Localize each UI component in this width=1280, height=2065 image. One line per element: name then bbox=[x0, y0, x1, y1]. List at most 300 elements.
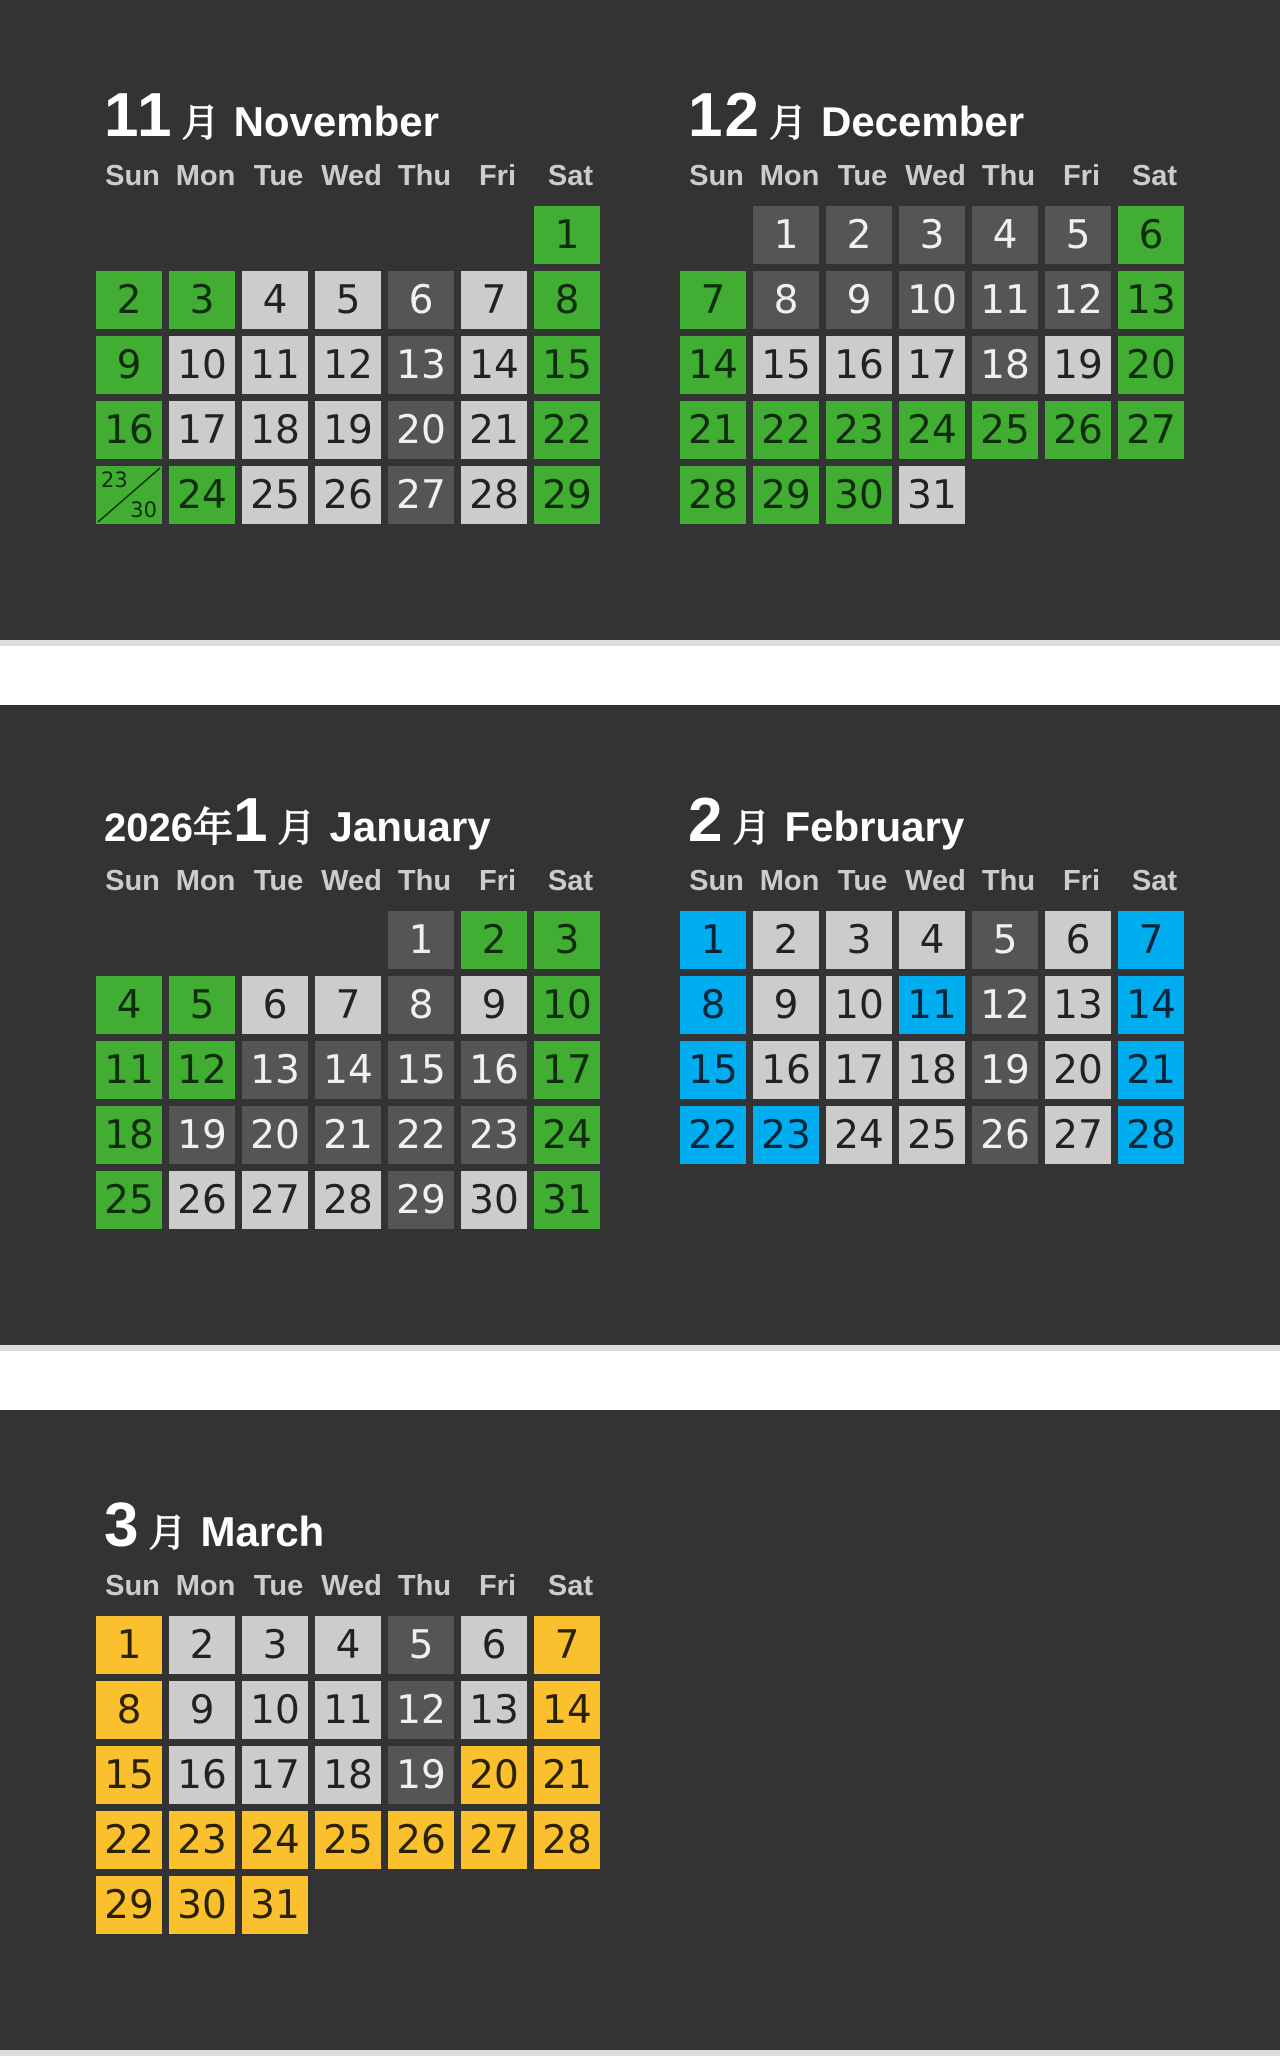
day-number: 20 bbox=[1053, 1047, 1103, 1093]
day-number: 25 bbox=[323, 1817, 373, 1863]
day-number: 7 bbox=[335, 982, 361, 1028]
day-number: 28 bbox=[688, 472, 738, 518]
day-cell bbox=[972, 401, 1038, 459]
day-cell bbox=[534, 271, 600, 329]
day-number: 8 bbox=[116, 1687, 142, 1733]
day-number: 4 bbox=[262, 277, 288, 323]
day-number: 5 bbox=[992, 917, 1018, 963]
day-cell bbox=[680, 1106, 746, 1164]
weekday-tue: Tue bbox=[253, 159, 304, 192]
day-cell bbox=[388, 911, 454, 969]
day-number: 7 bbox=[481, 277, 507, 323]
day-number: 5 bbox=[1065, 212, 1091, 258]
day-cell bbox=[388, 336, 454, 394]
day-cell bbox=[315, 401, 381, 459]
day-cell bbox=[96, 1876, 162, 1934]
day-number: 6 bbox=[262, 982, 288, 1028]
month-number: 11 bbox=[104, 81, 174, 150]
day-cell bbox=[96, 976, 162, 1034]
day-cell bbox=[242, 1681, 308, 1739]
day-number: 24 bbox=[177, 472, 227, 518]
empty-cell bbox=[461, 206, 527, 264]
weekday-sun: Sun bbox=[105, 1569, 160, 1602]
day-number: 27 bbox=[1126, 407, 1176, 453]
day-cell bbox=[388, 1811, 454, 1869]
panel-divider bbox=[0, 2050, 1280, 2056]
day-number: 31 bbox=[907, 472, 957, 518]
day-cell bbox=[315, 1171, 381, 1229]
day-number: 27 bbox=[396, 472, 446, 518]
day-number: 22 bbox=[104, 1817, 154, 1863]
day-cell bbox=[461, 1106, 527, 1164]
day-cell bbox=[680, 1041, 746, 1099]
day-number: 1 bbox=[554, 212, 580, 258]
weekday-wed: Wed bbox=[321, 159, 382, 192]
day-number: 30 bbox=[834, 472, 884, 518]
day-number: 18 bbox=[907, 1047, 957, 1093]
day-cell bbox=[461, 1681, 527, 1739]
day-number: 16 bbox=[177, 1752, 227, 1798]
day-cell bbox=[96, 271, 162, 329]
day-cell bbox=[534, 401, 600, 459]
weekday-thu: Thu bbox=[397, 159, 452, 192]
day-cell bbox=[899, 206, 965, 264]
weekday-sat: Sat bbox=[547, 864, 594, 897]
day-number: 3 bbox=[262, 1622, 288, 1668]
day-number: 11 bbox=[250, 342, 300, 388]
day-number: 18 bbox=[104, 1112, 154, 1158]
day-number: 23 bbox=[177, 1817, 227, 1863]
day-cell bbox=[1045, 1106, 1111, 1164]
day-number: 9 bbox=[189, 1687, 215, 1733]
day-number: 30 bbox=[177, 1882, 227, 1928]
day-number: 20 bbox=[250, 1112, 300, 1158]
day-number: 12 bbox=[396, 1687, 446, 1733]
day-number: 10 bbox=[250, 1687, 300, 1733]
month-name: February bbox=[784, 803, 965, 850]
day-cell bbox=[169, 1876, 235, 1934]
day-cell bbox=[242, 336, 308, 394]
day-cell bbox=[899, 466, 965, 524]
day-cell bbox=[242, 976, 308, 1034]
day-number: 6 bbox=[1138, 212, 1164, 258]
day-cell bbox=[388, 976, 454, 1034]
day-cell bbox=[242, 271, 308, 329]
day-cell bbox=[96, 1171, 162, 1229]
day-number: 2 bbox=[481, 917, 507, 963]
day-cell bbox=[461, 401, 527, 459]
weekday-sun: Sun bbox=[105, 864, 160, 897]
day-number: 22 bbox=[688, 1112, 738, 1158]
day-number: 4 bbox=[992, 212, 1018, 258]
day-number: 2 bbox=[773, 917, 799, 963]
weekday-mon: Mon bbox=[759, 864, 820, 897]
month-name: January bbox=[329, 803, 491, 850]
day-cell bbox=[899, 911, 965, 969]
day-number: 23 bbox=[101, 468, 128, 492]
day-number: 24 bbox=[250, 1817, 300, 1863]
day-grid bbox=[96, 1616, 616, 1934]
day-grid bbox=[680, 206, 1200, 524]
day-cell bbox=[388, 1681, 454, 1739]
day-cell bbox=[315, 1811, 381, 1869]
day-cell bbox=[826, 1041, 892, 1099]
day-cell bbox=[1045, 1041, 1111, 1099]
day-number: 3 bbox=[919, 212, 945, 258]
day-cell bbox=[315, 976, 381, 1034]
day-number: 1 bbox=[408, 917, 434, 963]
day-number: 15 bbox=[761, 342, 811, 388]
day-cell bbox=[96, 401, 162, 459]
weekday-sat: Sat bbox=[547, 159, 594, 192]
day-number: 18 bbox=[323, 1752, 373, 1798]
day-cell bbox=[753, 1041, 819, 1099]
day-cell bbox=[169, 1616, 235, 1674]
day-number: 2 bbox=[116, 277, 142, 323]
day-number: 16 bbox=[469, 1047, 519, 1093]
day-number: 15 bbox=[396, 1047, 446, 1093]
day-cell bbox=[315, 1746, 381, 1804]
day-cell bbox=[534, 911, 600, 969]
day-number: 19 bbox=[177, 1112, 227, 1158]
day-cell bbox=[753, 206, 819, 264]
day-cell bbox=[534, 336, 600, 394]
day-number: 22 bbox=[396, 1112, 446, 1158]
day-number: 16 bbox=[834, 342, 884, 388]
day-number: 4 bbox=[116, 982, 142, 1028]
day-cell bbox=[534, 1616, 600, 1674]
month-title bbox=[680, 80, 1200, 150]
day-number: 21 bbox=[469, 407, 519, 453]
day-cell bbox=[534, 1811, 600, 1869]
day-cell bbox=[972, 336, 1038, 394]
empty-cell bbox=[242, 911, 308, 969]
day-number: 8 bbox=[408, 982, 434, 1028]
weekday-header bbox=[96, 861, 616, 901]
day-cell bbox=[680, 336, 746, 394]
day-cell bbox=[1118, 1106, 1184, 1164]
weekday-header bbox=[680, 156, 1200, 196]
day-cell bbox=[315, 1041, 381, 1099]
day-cell bbox=[461, 1041, 527, 1099]
month-name: March bbox=[200, 1508, 325, 1555]
day-cell bbox=[1118, 271, 1184, 329]
month-kanji: 月 bbox=[148, 1513, 187, 1555]
empty-cell bbox=[169, 911, 235, 969]
day-cell bbox=[96, 1106, 162, 1164]
day-cell bbox=[242, 1746, 308, 1804]
day-cell bbox=[1045, 206, 1111, 264]
weekday-tue: Tue bbox=[253, 1569, 304, 1602]
day-number: 16 bbox=[761, 1047, 811, 1093]
weekday-wed: Wed bbox=[321, 1569, 382, 1602]
day-cell bbox=[753, 976, 819, 1034]
month-name: November bbox=[233, 98, 439, 145]
day-cell bbox=[826, 911, 892, 969]
day-number: 12 bbox=[323, 342, 373, 388]
day-cell bbox=[1118, 911, 1184, 969]
day-number: 4 bbox=[919, 917, 945, 963]
weekday-tue: Tue bbox=[837, 159, 888, 192]
day-number: 4 bbox=[335, 1622, 361, 1668]
day-cell bbox=[96, 466, 162, 524]
day-cell bbox=[1118, 976, 1184, 1034]
day-cell bbox=[534, 206, 600, 264]
day-number: 24 bbox=[542, 1112, 592, 1158]
month-title bbox=[680, 785, 1200, 855]
day-cell bbox=[972, 911, 1038, 969]
day-cell bbox=[388, 401, 454, 459]
day-number: 5 bbox=[189, 982, 215, 1028]
day-number: 28 bbox=[542, 1817, 592, 1863]
weekday-header bbox=[680, 861, 1200, 901]
day-cell bbox=[753, 271, 819, 329]
day-cell bbox=[96, 1616, 162, 1674]
empty-cell bbox=[315, 911, 381, 969]
day-cell bbox=[388, 1106, 454, 1164]
day-number: 21 bbox=[1126, 1047, 1176, 1093]
month-title bbox=[96, 1490, 616, 1560]
day-cell bbox=[96, 1746, 162, 1804]
day-cell bbox=[315, 1681, 381, 1739]
day-cell bbox=[826, 271, 892, 329]
day-cell bbox=[96, 1681, 162, 1739]
day-number: 1 bbox=[773, 212, 799, 258]
day-number: 17 bbox=[542, 1047, 592, 1093]
day-cell bbox=[169, 336, 235, 394]
day-number: 14 bbox=[1126, 982, 1176, 1028]
day-number: 28 bbox=[323, 1177, 373, 1223]
weekday-thu: Thu bbox=[981, 159, 1036, 192]
day-cell bbox=[826, 466, 892, 524]
day-cell bbox=[534, 1681, 600, 1739]
day-number: 22 bbox=[761, 407, 811, 453]
day-cell bbox=[315, 271, 381, 329]
day-cell bbox=[680, 976, 746, 1034]
day-cell bbox=[169, 466, 235, 524]
weekday-mon: Mon bbox=[759, 159, 820, 192]
day-number: 13 bbox=[1053, 982, 1103, 1028]
day-number: 11 bbox=[104, 1047, 154, 1093]
weekday-sat: Sat bbox=[1131, 159, 1178, 192]
day-number: 16 bbox=[104, 407, 154, 453]
day-number: 22 bbox=[542, 407, 592, 453]
day-number: 25 bbox=[907, 1112, 957, 1158]
day-cell bbox=[899, 976, 965, 1034]
day-number: 6 bbox=[408, 277, 434, 323]
empty-cell bbox=[242, 206, 308, 264]
empty-cell bbox=[315, 206, 381, 264]
day-cell bbox=[972, 271, 1038, 329]
day-number: 26 bbox=[980, 1112, 1030, 1158]
month-number: 3 bbox=[104, 1491, 141, 1560]
day-number: 13 bbox=[469, 1687, 519, 1733]
day-number: 9 bbox=[846, 277, 872, 323]
day-number: 1 bbox=[116, 1622, 142, 1668]
month-february bbox=[680, 785, 1200, 1164]
day-number: 11 bbox=[980, 277, 1030, 323]
weekday-tue: Tue bbox=[253, 864, 304, 897]
day-cell bbox=[534, 1171, 600, 1229]
day-number: 11 bbox=[907, 982, 957, 1028]
day-number: 10 bbox=[834, 982, 884, 1028]
day-cell bbox=[753, 336, 819, 394]
day-number: 3 bbox=[554, 917, 580, 963]
weekday-header bbox=[96, 1566, 616, 1606]
weekday-sat: Sat bbox=[547, 1569, 594, 1602]
day-number: 6 bbox=[481, 1622, 507, 1668]
weekday-sat: Sat bbox=[1131, 864, 1178, 897]
day-cell bbox=[461, 911, 527, 969]
day-cell bbox=[242, 1811, 308, 1869]
empty-cell bbox=[96, 206, 162, 264]
day-number: 29 bbox=[761, 472, 811, 518]
month-kanji: 月 bbox=[181, 103, 220, 145]
day-number: 3 bbox=[189, 277, 215, 323]
day-number: 26 bbox=[323, 472, 373, 518]
day-number: 9 bbox=[773, 982, 799, 1028]
day-cell bbox=[1118, 1041, 1184, 1099]
weekday-mon: Mon bbox=[175, 864, 236, 897]
day-number: 26 bbox=[396, 1817, 446, 1863]
day-cell bbox=[534, 976, 600, 1034]
day-cell bbox=[315, 1616, 381, 1674]
day-cell bbox=[388, 1746, 454, 1804]
day-cell bbox=[680, 911, 746, 969]
day-number: 30 bbox=[469, 1177, 519, 1223]
weekday-header bbox=[96, 156, 616, 196]
month-november bbox=[96, 80, 616, 524]
day-number: 7 bbox=[1138, 917, 1164, 963]
day-number: 8 bbox=[773, 277, 799, 323]
day-cell bbox=[461, 271, 527, 329]
month-kanji: 月 bbox=[768, 103, 807, 145]
day-cell bbox=[680, 466, 746, 524]
day-cell bbox=[242, 1616, 308, 1674]
day-cell bbox=[96, 1041, 162, 1099]
day-cell bbox=[242, 466, 308, 524]
weekday-tue: Tue bbox=[837, 864, 888, 897]
day-number: 15 bbox=[104, 1752, 154, 1798]
day-number: 7 bbox=[554, 1622, 580, 1668]
day-cell bbox=[972, 206, 1038, 264]
day-number: 31 bbox=[542, 1177, 592, 1223]
day-number: 3 bbox=[846, 917, 872, 963]
year-label: 2026年 bbox=[104, 806, 233, 850]
day-cell bbox=[96, 1811, 162, 1869]
day-cell bbox=[1045, 401, 1111, 459]
day-number: 14 bbox=[323, 1047, 373, 1093]
day-cell bbox=[169, 401, 235, 459]
day-number: 26 bbox=[1053, 407, 1103, 453]
day-number: 15 bbox=[542, 342, 592, 388]
day-number: 25 bbox=[104, 1177, 154, 1223]
day-number: 17 bbox=[907, 342, 957, 388]
weekday-thu: Thu bbox=[397, 864, 452, 897]
day-cell bbox=[534, 1041, 600, 1099]
month-number: 2 bbox=[688, 786, 725, 855]
day-number: 13 bbox=[250, 1047, 300, 1093]
day-number: 27 bbox=[469, 1817, 519, 1863]
day-cell bbox=[680, 271, 746, 329]
weekday-wed: Wed bbox=[905, 159, 966, 192]
day-cell bbox=[753, 401, 819, 459]
day-cell bbox=[388, 1616, 454, 1674]
weekday-sun: Sun bbox=[689, 159, 744, 192]
day-number: 12 bbox=[980, 982, 1030, 1028]
day-number: 10 bbox=[177, 342, 227, 388]
day-number: 14 bbox=[469, 342, 519, 388]
day-number: 29 bbox=[396, 1177, 446, 1223]
day-number: 19 bbox=[980, 1047, 1030, 1093]
day-number: 17 bbox=[177, 407, 227, 453]
month-title bbox=[96, 80, 616, 150]
day-number: 11 bbox=[323, 1687, 373, 1733]
day-number: 10 bbox=[542, 982, 592, 1028]
day-cell bbox=[388, 466, 454, 524]
month-number: 1 bbox=[232, 786, 270, 855]
day-cell bbox=[899, 336, 965, 394]
day-number: 24 bbox=[834, 1112, 884, 1158]
day-cell bbox=[534, 466, 600, 524]
day-cell bbox=[1045, 336, 1111, 394]
day-number: 17 bbox=[250, 1752, 300, 1798]
weekday-wed: Wed bbox=[321, 864, 382, 897]
day-number: 28 bbox=[1126, 1112, 1176, 1158]
day-cell bbox=[388, 1041, 454, 1099]
day-number: 20 bbox=[396, 407, 446, 453]
day-cell bbox=[169, 1106, 235, 1164]
day-cell bbox=[169, 271, 235, 329]
day-cell bbox=[315, 466, 381, 524]
month-name: December bbox=[820, 98, 1025, 145]
day-cell bbox=[388, 1171, 454, 1229]
panel-divider bbox=[0, 1345, 1280, 1351]
month-january bbox=[96, 785, 616, 1229]
day-number: 26 bbox=[177, 1177, 227, 1223]
day-cell bbox=[826, 401, 892, 459]
day-number: 2 bbox=[189, 1622, 215, 1668]
day-cell bbox=[680, 401, 746, 459]
day-number: 5 bbox=[408, 1622, 434, 1668]
day-cell bbox=[169, 1171, 235, 1229]
day-cell bbox=[461, 1811, 527, 1869]
day-cell bbox=[169, 976, 235, 1034]
day-cell bbox=[972, 976, 1038, 1034]
day-number: 31 bbox=[250, 1882, 300, 1928]
day-number: 29 bbox=[542, 472, 592, 518]
day-number: 21 bbox=[688, 407, 738, 453]
day-number: 18 bbox=[250, 407, 300, 453]
day-number: 19 bbox=[396, 1752, 446, 1798]
day-number: 19 bbox=[323, 407, 373, 453]
day-number: 20 bbox=[469, 1752, 519, 1798]
day-number: 13 bbox=[396, 342, 446, 388]
day-cell bbox=[242, 1106, 308, 1164]
day-number: 30 bbox=[130, 498, 157, 522]
day-cell bbox=[96, 336, 162, 394]
day-number: 9 bbox=[116, 342, 142, 388]
day-number: 10 bbox=[907, 277, 957, 323]
day-number: 5 bbox=[335, 277, 361, 323]
weekday-fri: Fri bbox=[1062, 159, 1101, 192]
day-cell bbox=[461, 1616, 527, 1674]
day-number: 24 bbox=[907, 407, 957, 453]
month-march bbox=[96, 1490, 616, 1934]
day-cell bbox=[169, 1681, 235, 1739]
day-number: 15 bbox=[688, 1047, 738, 1093]
empty-cell bbox=[96, 911, 162, 969]
